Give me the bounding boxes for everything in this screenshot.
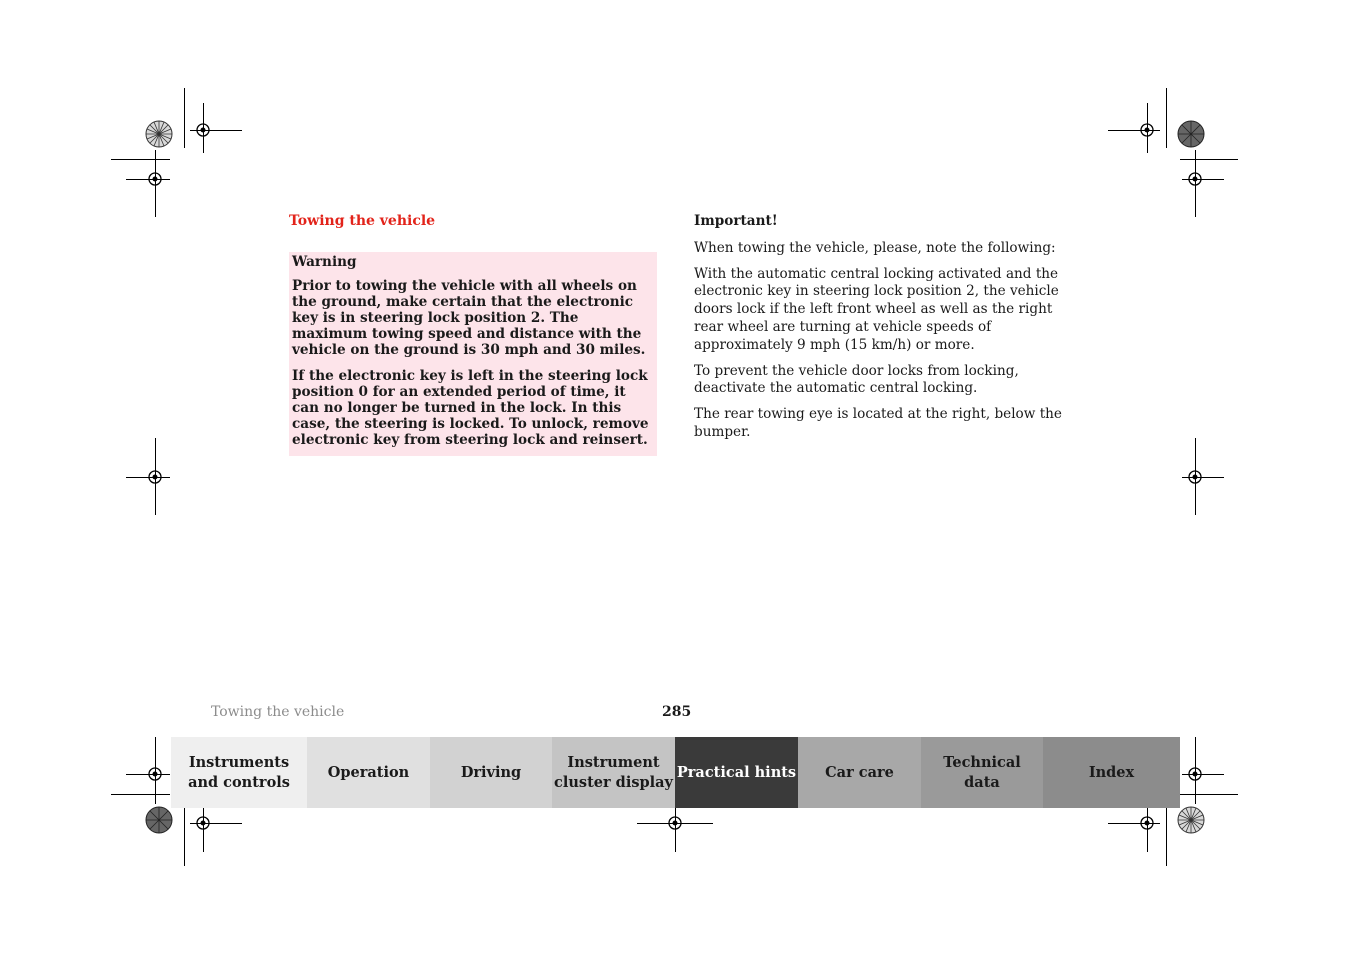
warning-box	[289, 252, 657, 456]
registration-target-icon	[663, 811, 687, 835]
footer-section-title: Towing the vehicle	[211, 704, 345, 720]
warning-paragraph: If the electronic key is left in the steering lock position 0 for an extended period of time, it can no longer be turned in the lock. In this case, the steering is locked. To unlock, remove electronic key from steering lock and reinsert.	[292, 368, 649, 448]
warning-heading: Warning	[292, 254, 357, 270]
important-paragraph: The rear towing eye is located at the right, below the bumper.	[694, 406, 1062, 440]
page-number: 285	[662, 704, 692, 720]
registration-target-icon	[143, 167, 167, 191]
important-paragraph: When towing the vehicle, please, note the following:	[694, 239, 1056, 256]
tab-practical-hints[interactable]: Practical hints	[675, 737, 798, 808]
important-paragraph: To prevent the vehicle door locks from locking, deactivate the automatic central locking.	[694, 362, 1019, 397]
registration-target-icon	[1183, 167, 1207, 191]
important-notes	[694, 213, 1064, 450]
registration-target-icon	[143, 465, 167, 489]
important-heading: Important!	[694, 213, 778, 229]
important-paragraph: With the automatic central locking activated and the electronic key in steering lock position 2, the vehicle doors lock if the left front wheel as well as the right rear wheel are turning at vehicle speeds of approximately 9 mph (15 km/h) or more.	[694, 265, 1059, 353]
tab-index[interactable]: Index	[1043, 737, 1180, 808]
registration-target-icon	[1183, 465, 1207, 489]
registration-target-icon	[1135, 118, 1159, 142]
registration-target-icon	[191, 811, 215, 835]
chapter-nav	[171, 737, 1180, 808]
tab-instruments-and-controls[interactable]: Instruments and controls	[171, 737, 307, 808]
registration-target-icon	[143, 762, 167, 786]
registration-target-icon	[1135, 811, 1159, 835]
starburst-target-icon	[1177, 120, 1205, 148]
tab-operation[interactable]: Operation	[307, 737, 430, 808]
tab-driving[interactable]: Driving	[430, 737, 552, 808]
tab-instrument-cluster-display[interactable]: Instrument cluster display	[552, 737, 675, 808]
warning-paragraph: Prior to towing the vehicle with all wheels on the ground, make certain that the electronic key is in steering lock position 2. The maximum towing speed and distance with the vehicle on the ground is 30 mph and 30 miles.	[292, 278, 646, 358]
tab-technical-data[interactable]: Technical data	[921, 737, 1043, 808]
starburst-target-icon	[1177, 806, 1205, 834]
starburst-target-icon	[145, 120, 173, 148]
registration-target-icon	[1183, 762, 1207, 786]
registration-target-icon	[191, 118, 215, 142]
tab-car-care[interactable]: Car care	[798, 737, 921, 808]
starburst-target-icon	[145, 806, 173, 834]
section-title: Towing the vehicle	[289, 213, 436, 229]
